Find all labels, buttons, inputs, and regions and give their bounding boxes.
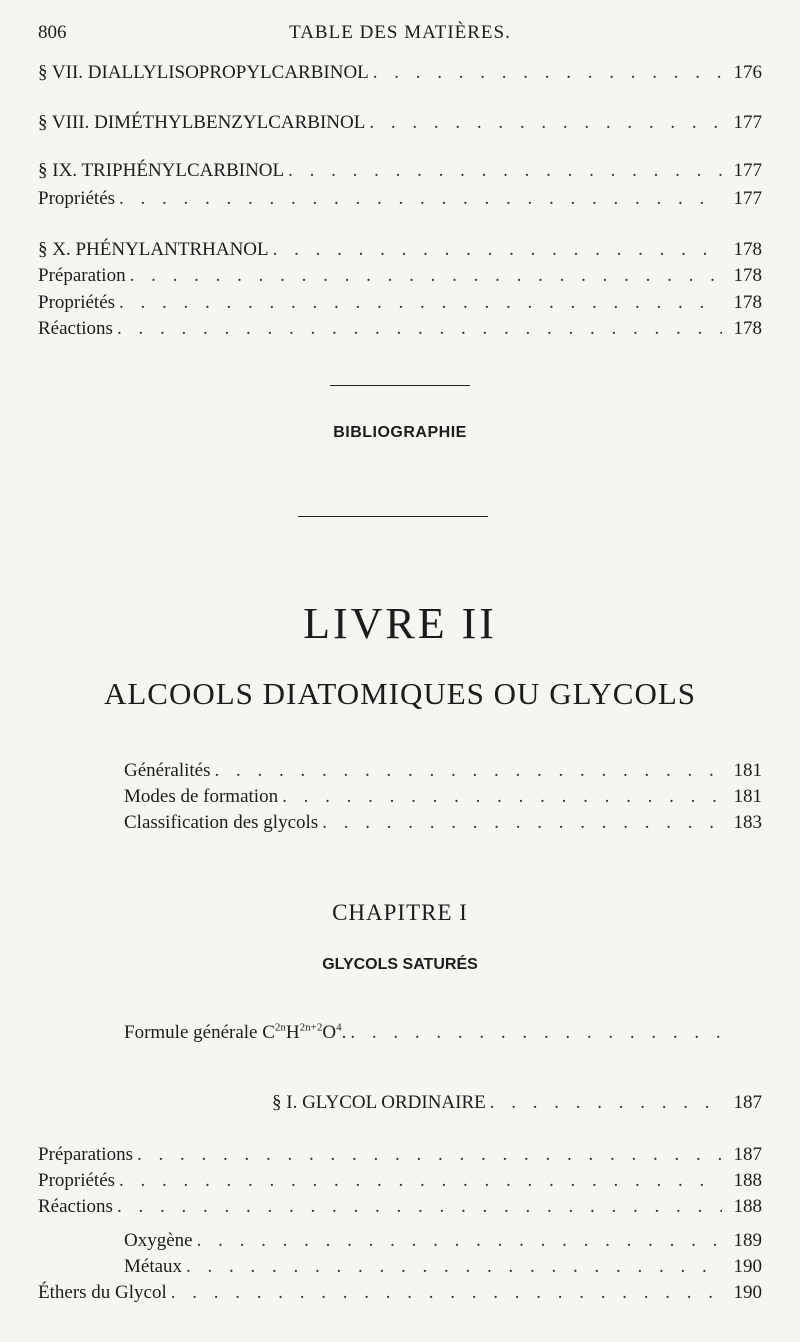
toc-entry-label: § IX. TRIPHÉNYLCARBINOL (38, 160, 285, 181)
toc-entry (124, 1254, 762, 1280)
toc-entry-page: 177 (733, 160, 762, 181)
toc-entry (38, 110, 762, 136)
toc-entry (38, 1280, 762, 1306)
toc-entry-page: 187 (733, 1144, 762, 1165)
toc-entry-page: 176 (733, 62, 762, 83)
toc-entry-page: 187 (733, 1092, 762, 1113)
toc-entry (38, 158, 762, 184)
toc-entry-label: Éthers du Glycol (38, 1282, 167, 1303)
toc-entry (38, 316, 762, 342)
toc-entry-label: Réactions (38, 1196, 113, 1217)
toc-entry (38, 290, 762, 316)
toc-entry (124, 758, 762, 784)
page-header (38, 22, 762, 48)
toc-entry (124, 784, 762, 810)
toc-entry (38, 263, 762, 289)
toc-entry-label: Préparations (38, 1144, 133, 1165)
livre-title: LIVRE II (303, 599, 497, 648)
running-title: TABLE DES MATIÈRES. (289, 22, 511, 43)
toc-entry (124, 1228, 762, 1254)
toc-entry-page: 177 (733, 188, 762, 209)
page-number: 806 (38, 22, 67, 43)
toc-entry-label: Modes de formation (124, 786, 279, 807)
toc-entry (38, 186, 762, 212)
toc-entry-label: Propriétés (38, 188, 116, 209)
section-rule (330, 385, 470, 386)
toc-entry (124, 810, 762, 836)
toc-entry-page: 183 (733, 812, 762, 833)
chapter-subtitle: GLYCOLS SATURÉS (322, 956, 478, 973)
toc-entry-label: § X. PHÉNYLANTRHANOL (38, 239, 269, 260)
general-formula: Formule générale $C^{2n}H^{2n+2}O^4$. (124, 1021, 347, 1043)
toc-entry-label: § VIII. DIMÉTHYLBENZYLCARBINOL (38, 112, 366, 133)
toc-entry (38, 1168, 762, 1194)
formula-line (124, 1020, 762, 1046)
section-rule (298, 516, 488, 517)
chapter-title: CHAPITRE I (332, 900, 468, 925)
toc-entry (38, 1194, 762, 1220)
toc-entry (38, 60, 762, 86)
toc-entry-page: 188 (733, 1170, 762, 1191)
livre-subtitle: ALCOOLS DIATOMIQUES OU GLYCOLS (103, 676, 697, 711)
toc-entry-label: § I. GLYCOL ORDINAIRE (272, 1092, 486, 1113)
toc-entry-page: 178 (733, 239, 762, 260)
toc-entry-page: 181 (733, 786, 762, 807)
toc-entry-page: 178 (733, 265, 762, 286)
toc-entry-page: 188 (733, 1196, 762, 1217)
toc-entry-label: Classification des glycols (124, 812, 319, 833)
toc-entry-label: Généralités (124, 760, 211, 781)
toc-entry-page: 178 (733, 318, 762, 339)
toc-entry-label: Métaux (124, 1256, 183, 1277)
toc-entry-page: 190 (733, 1256, 762, 1277)
toc-entry (38, 237, 762, 263)
toc-entry-page: 181 (733, 760, 762, 781)
toc-entry-page: 190 (733, 1282, 762, 1303)
bibliography-heading: BIBLIOGRAPHIE (333, 424, 467, 441)
toc-entry-page: 177 (733, 112, 762, 133)
toc-entry-label: Réactions (38, 318, 113, 339)
toc-entry-label: Propriétés (38, 1170, 116, 1191)
toc-entry (38, 1142, 762, 1168)
toc-entry-label: Préparation (38, 265, 126, 286)
section-heading-entry (272, 1090, 762, 1116)
toc-entry-label: Propriétés (38, 292, 116, 313)
toc-entry-page: 189 (733, 1230, 762, 1251)
toc-entry-label: Oxygène (124, 1230, 193, 1251)
toc-entry-page: 178 (733, 292, 762, 313)
toc-entry-label: § VII. DIALLYLISOPROPYLCARBINOL (38, 62, 369, 83)
